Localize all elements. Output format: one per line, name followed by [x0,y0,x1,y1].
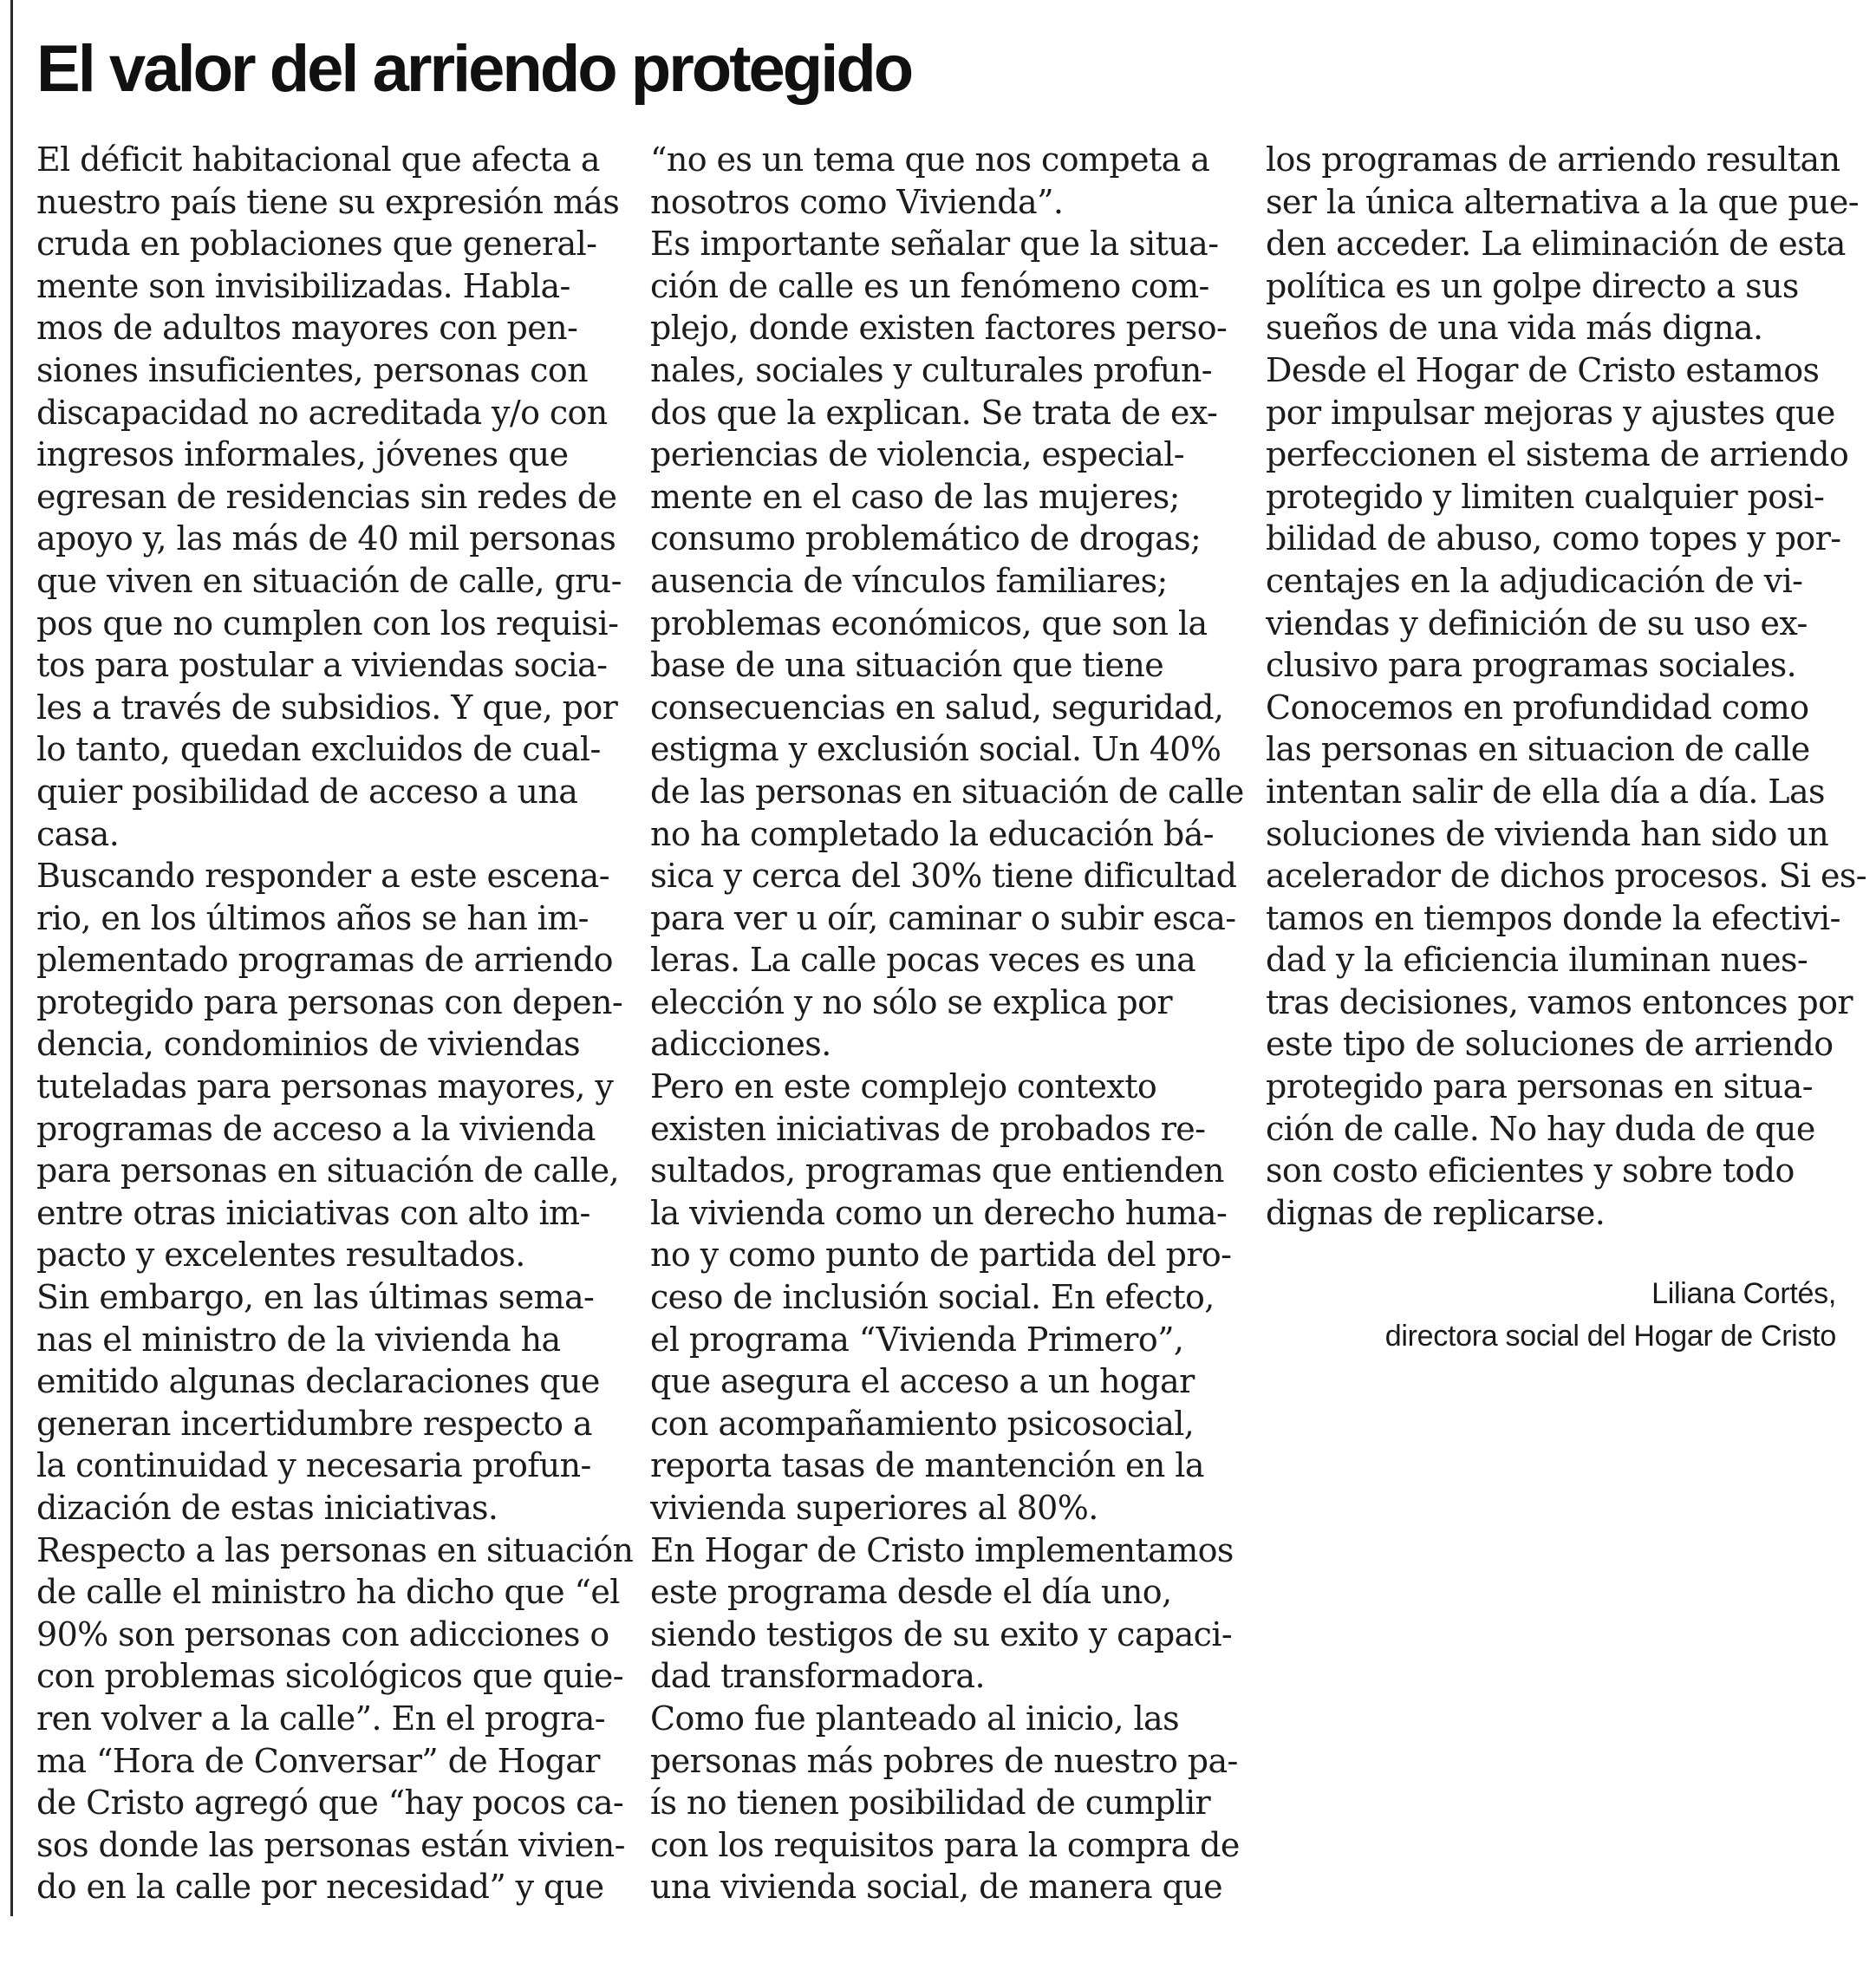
article-column-2 [650,139,1244,1908]
text-line: Como fue planteado al inicio, las [650,1699,1180,1738]
text-line: que asegura el acceso a un hogar [650,1362,1195,1401]
text-line: programas de acceso a la vivienda [36,1109,596,1148]
text-line: do en la calle por necesidad” y que [36,1868,604,1907]
text-line: no y como punto de partida del pro- [650,1236,1232,1275]
text-line: dos que la explican. Se trata de ex- [650,393,1218,432]
author-name: Liliana Cortés, [1651,1277,1836,1310]
text-line: mos de adultos mayores con pen- [36,309,578,348]
author-signature [1385,1273,1836,1357]
text-line: clusivo para programas sociales. [1266,646,1797,685]
text-line: nuestro país tiene su expresión más [36,182,620,221]
text-line: pacto y excelentes resultados. [36,1236,525,1275]
text-line: tuteladas para personas mayores, y [36,1067,614,1106]
text-line: política es un golpe directo a sus [1266,266,1799,305]
text-line: que viven en situación de calle, gru- [36,561,622,600]
text-line: “no es un tema que nos competa a [650,140,1210,179]
text-line: no ha completado la educación bá- [650,814,1215,853]
text-line: ausencia de vínculos familiares; [650,561,1168,600]
text-line: periencias de violencia, especial- [650,435,1185,474]
text-line: la vivienda como un derecho huma- [650,1193,1228,1232]
text-line: perfeccionen el sistema de arriendo [1266,435,1849,474]
text-line: dad y la eficiencia iluminan nues- [1266,941,1808,980]
text-line: Buscando responder a este escena- [36,857,609,896]
text-line: siones insuficientes, personas con [36,350,589,389]
text-line: Desde el Hogar de Cristo estamos [1266,350,1820,389]
article-column-1 [36,139,634,1908]
text-line: reporta tasas de mantención en la [650,1446,1204,1485]
text-line: siendo testigos de su exito y capaci- [650,1614,1233,1653]
text-line: tos para postular a viviendas socia- [36,646,608,685]
text-line: sueños de una vida más digna. [1266,309,1763,348]
text-line: este tipo de soluciones de arriendo [1266,1025,1834,1064]
text-line: bilidad de abuso, como topes y por- [1266,519,1841,558]
text-line: sos donde las personas están vivien- [36,1825,625,1864]
text-line: ma “Hora de Conversar” de Hogar [36,1741,600,1780]
text-line: sica y cerca del 30% tiene dificultad [650,857,1237,896]
text-line: soluciones de vivienda han sido un [1266,814,1829,853]
text-line: nosotros como Vivienda”. [650,182,1064,221]
text-line: Pero en este complejo contexto [650,1067,1157,1106]
text-line: ingresos informales, jóvenes que [36,435,569,474]
text-line: mente en el caso de las mujeres; [650,477,1180,516]
text-line: 90% son personas con adicciones o [36,1614,609,1653]
text-line: este programa desde el día uno, [650,1573,1172,1612]
text-line: protegido para personas con depen- [36,982,623,1021]
text-line: ís no tienen posibilidad de cumplir [650,1784,1211,1823]
text-line: egresan de residencias sin redes de [36,477,617,516]
text-line: discapacidad no acreditada y/o con [36,393,608,432]
text-line: generan incertidumbre respecto a [36,1404,592,1443]
text-line: den acceder. La eliminación de esta [1266,225,1846,264]
text-line: para personas en situación de calle, [36,1151,620,1190]
text-line: acelerador de dichos procesos. Si es- [1266,857,1866,896]
text-line: de calle el ministro ha dicho que “el [36,1573,620,1612]
text-line: con acompañamiento psicosocial, [650,1404,1195,1443]
text-line: El déficit habitacional que afecta a [36,140,600,179]
text-line: nas el ministro de la vivienda ha [36,1320,561,1359]
text-line: de Cristo agregó que “hay pocos ca- [36,1784,624,1823]
article-headline: El valor del arriendo protegido [36,32,912,106]
text-line: con los requisitos para la compra de [650,1825,1240,1864]
text-line: pos que no cumplen con los requisi- [36,603,619,642]
text-line: son costo eficientes y sobre todo [1266,1151,1795,1190]
text-line: vivienda superiores al 80%. [650,1489,1098,1527]
text-line: tamos en tiempos donde la efectivi- [1266,898,1840,937]
text-line: nales, sociales y culturales profun- [650,350,1212,389]
text-line: plejo, donde existen factores perso- [650,309,1228,348]
text-line: Sin embargo, en las últimas sema- [36,1278,595,1317]
text-line: protegido para personas en situa- [1266,1067,1813,1106]
text-line: rio, en los últimos años se han im- [36,898,589,937]
text-line: los programas de arriendo resultan [1266,140,1840,179]
column-rule [10,0,13,1916]
text-line: dización de estas iniciativas. [36,1489,498,1527]
article-column-3 [1266,139,1866,1234]
text-line: ceso de inclusión social. En efecto, [650,1278,1215,1317]
text-line: por impulsar mejoras y ajustes que [1266,393,1835,432]
text-line: base de una situación que tiene [650,646,1164,685]
text-line: leras. La calle pocas veces es una [650,941,1196,980]
text-line: personas más pobres de nuestro pa- [650,1741,1238,1780]
text-line: ción de calle. No hay duda de que [1266,1109,1815,1148]
text-line: elección y no sólo se explica por [650,982,1172,1021]
text-line: mente son invisibilizadas. Habla- [36,266,570,305]
text-line: consumo problemático de drogas; [650,519,1202,558]
author-role: directora social del Hogar de Cristo [1384,1319,1836,1353]
text-line: el programa “Vivienda Primero”, [650,1320,1184,1359]
text-line: Es importante señalar que la situa- [650,225,1219,264]
text-line: plementado programas de arriendo [36,941,613,980]
text-line: apoyo y, las más de 40 mil personas [36,519,616,558]
text-line: dignas de replicarse. [1266,1193,1606,1232]
text-line: estigma y exclusión social. Un 40% [650,730,1221,769]
text-line: intentan salir de ella día a día. Las [1266,772,1825,811]
text-line: ren volver a la calle”. En el progra- [36,1699,606,1738]
text-line: una vivienda social, de manera que [650,1868,1223,1907]
text-line: protegido y limiten cualquier posi- [1266,477,1825,516]
text-line: sultados, programas que entienden [650,1151,1224,1190]
text-line: lo tanto, quedan excluidos de cual- [36,730,601,769]
text-line: casa. [36,814,120,853]
text-line: dad transformadora. [650,1657,985,1696]
text-line: emitido algunas declaraciones que [36,1362,600,1401]
text-line: Respecto a las personas en situación [36,1530,634,1569]
text-line: Conocemos en profundidad como [1266,688,1809,727]
text-line: viendas y definición de su uso ex- [1266,603,1808,642]
text-line: ser la única alternativa a la que pue- [1266,182,1860,221]
text-line: adicciones. [650,1025,831,1064]
text-line: existen iniciativas de probados re- [650,1109,1206,1148]
text-line: para ver u oír, caminar o subir esca- [650,898,1236,937]
text-line: centajes en la adjudicación de vi- [1266,561,1803,600]
text-line: las personas en situacion de calle [1266,730,1810,769]
text-line: problemas económicos, que son la [650,603,1208,642]
text-line: con problemas sicológicos que quie- [36,1657,624,1696]
text-line: quier posibilidad de acceso a una [36,772,578,811]
text-line: En Hogar de Cristo implementamos [650,1530,1234,1569]
text-line: tras decisiones, vamos entonces por [1266,982,1853,1021]
text-line: dencia, condominios de viviendas [36,1025,581,1064]
text-line: entre otras iniciativas con alto im- [36,1193,590,1232]
text-line: consecuencias en salud, seguridad, [650,688,1224,727]
text-line: la continuidad y necesaria profun- [36,1446,591,1485]
text-line: ción de calle es un fenómeno com- [650,266,1209,305]
text-line: les a través de subsidios. Y que, por [36,688,618,727]
text-line: cruda en poblaciones que general- [36,225,597,264]
text-line: de las personas en situación de calle [650,772,1244,811]
